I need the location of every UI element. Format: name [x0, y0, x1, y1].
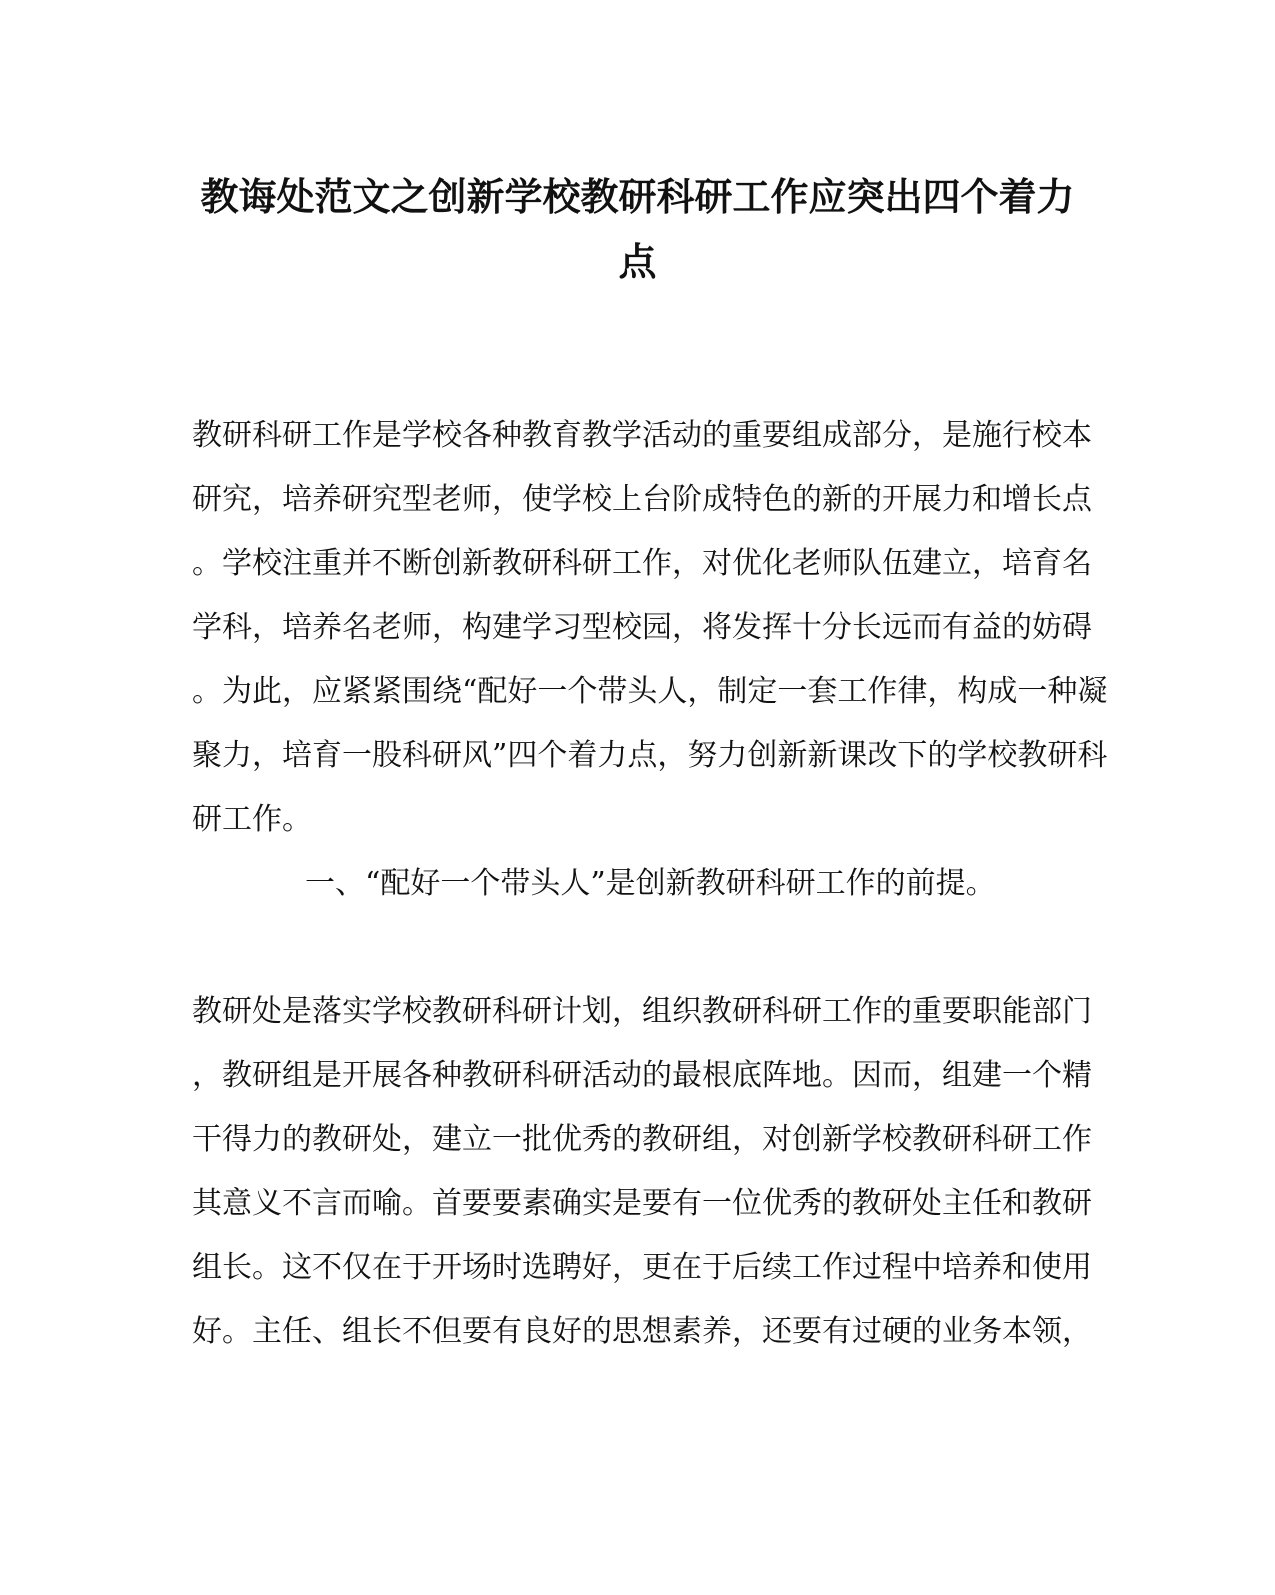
paragraph-2-line-1: 教研处是落实学校教研科研计划，组织教研科研工作的重要职能部门 [192, 994, 1092, 1029]
document-title-line-2: 点 [618, 239, 657, 284]
paragraph-2-line-4: 其意义不言而喻。首要要素确实是要有一位优秀的教研处主任和教研 [192, 1186, 1092, 1221]
paragraph-1-line-3: 。学校注重并不断创新教研科研工作，对优化老师队伍建立，培育名 [192, 546, 1092, 581]
paragraph-1-line-1: 教研科研工作是学校各种教育教学活动的重要组成部分，是施行校本 [192, 418, 1092, 453]
paragraph-1-line-2: 研究，培养研究型老师，使学校上台阶成特色的新的开展力和增长点 [192, 482, 1092, 517]
paragraph-2-line-3: 干得力的教研处，建立一批优秀的教研组，对创新学校教研科研工作 [192, 1122, 1092, 1157]
paragraph-1-line-4: 学科，培养名老师，构建学习型校园，将发挥十分长远而有益的妨碍 [192, 610, 1092, 645]
paragraph-2-line-2: ，教研组是开展各种教研科研活动的最根底阵地。因而，组建一个精 [192, 1058, 1092, 1093]
paragraph-1-line-7: 研工作。 [192, 802, 312, 837]
paragraph-2-line-6: 好。主任、组长不但要有良好的思想素养，还要有过硬的业务本领， [192, 1314, 1092, 1349]
paragraph-2-line-5: 组长。这不仅在于开场时选聘好，更在于后续工作过程中培养和使用 [192, 1250, 1092, 1285]
paragraph-1-line-6: 聚力，培育一股科研风”四个着力点，努力创新新课改下的学校教研科 [192, 738, 1108, 773]
paragraph-1-line-5: 。为此，应紧紧围绕“配好一个带头人，制定一套工作律，构成一种凝 [192, 674, 1108, 709]
section-heading-1: 一、“配好一个带头人”是创新教研科研工作的前提。 [305, 866, 996, 901]
document-title-line-1: 教诲处范文之创新学校教研科研工作应突出四个着力 [200, 174, 1075, 219]
